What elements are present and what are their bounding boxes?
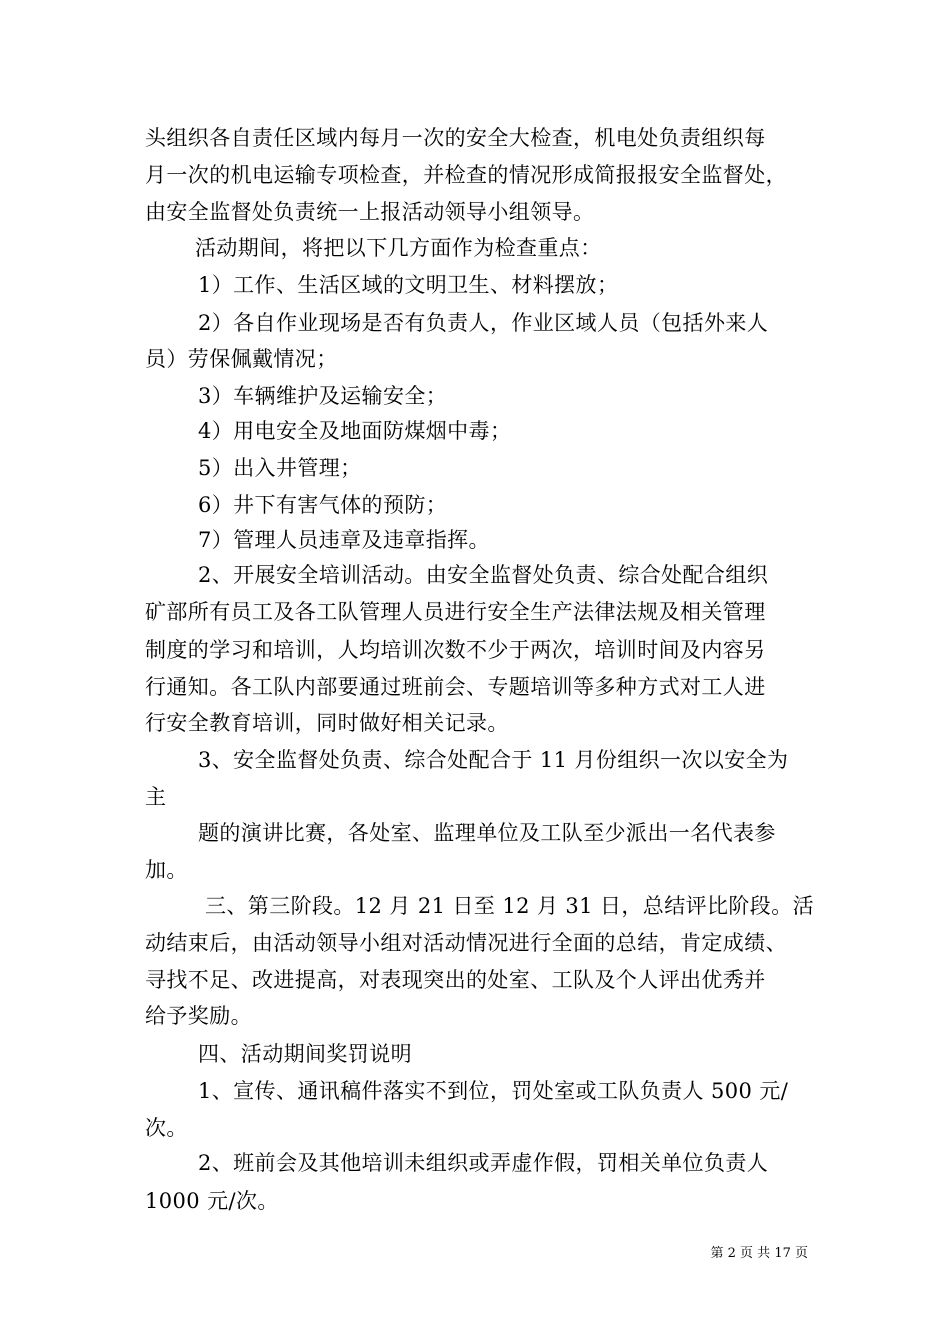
- text-line: 2、开展安全培训活动。由安全监督处负责、综合处配合组织: [198, 563, 769, 587]
- text-line: 月一次的机电运输专项检查，并检查的情况形成简报报安全监督处，: [145, 163, 787, 187]
- text-line: 加。: [145, 858, 188, 882]
- text-line: 主: [145, 785, 167, 809]
- list-item: 2）各自作业现场是否有负责人，作业区域人员（包括外来人: [198, 311, 769, 335]
- list-item: 4）用电安全及地面防煤烟中毒；: [198, 419, 512, 443]
- list-item: 6）井下有害气体的预防；: [198, 493, 448, 517]
- text-line: 头组织各自责任区域内每月一次的安全大检查，机电处负责组织每: [145, 126, 766, 150]
- text-line: 1、宣传、通讯稿件落实不到位，罚处室或工队负责人 500 元/: [198, 1079, 789, 1103]
- list-item: 3）车辆维护及运输安全；: [198, 384, 448, 408]
- text-line: 寻找不足、改进提高，对表现突出的处室、工队及个人评出优秀并: [145, 968, 766, 992]
- list-item: 5）出入井管理；: [198, 456, 362, 480]
- text-line: 制度的学习和培训，人均培训次数不少于两次，培训时间及内容另: [145, 638, 766, 662]
- text-line: 行通知。各工队内部要通过班前会、专题培训等多种方式对工人进: [145, 675, 766, 699]
- text-line: 三、第三阶段。12 月 21 日至 12 月 31 日，总结评比阶段。活: [205, 894, 815, 918]
- text-line: 活动期间，将把以下几方面作为检查重点：: [195, 236, 602, 260]
- text-line: 动结束后，由活动领导小组对活动情况进行全面的总结，肯定成绩、: [145, 931, 787, 955]
- section-heading: 四、活动期间奖罚说明: [198, 1042, 412, 1066]
- page-number: 第 2 页 共 17 页: [710, 1246, 808, 1261]
- list-item: 7）管理人员违章及违章指挥。: [198, 528, 490, 552]
- text-line: 题的演讲比赛，各处室、监理单位及工队至少派出一名代表参: [198, 821, 776, 845]
- text-line: 3、安全监督处负责、综合处配合于 11 月份组织一次以安全为: [198, 748, 789, 772]
- text-line: 给予奖励。: [145, 1004, 252, 1028]
- text-line: 矿部所有员工及各工队管理人员进行安全生产法律法规及相关管理: [145, 600, 766, 624]
- list-item: 1）工作、生活区域的文明卫生、材料摆放；: [198, 273, 619, 297]
- text-line: 由安全监督处负责统一上报活动领导小组领导。: [145, 200, 595, 224]
- text-line: 1000 元/次。: [145, 1189, 279, 1213]
- text-line: 行安全教育培训，同时做好相关记录。: [145, 711, 509, 735]
- text-line: 2、班前会及其他培训未组织或弄虚作假，罚相关单位负责人: [198, 1151, 769, 1175]
- text-line: 次。: [145, 1116, 188, 1140]
- text-line: 员）劳保佩戴情况；: [145, 347, 338, 371]
